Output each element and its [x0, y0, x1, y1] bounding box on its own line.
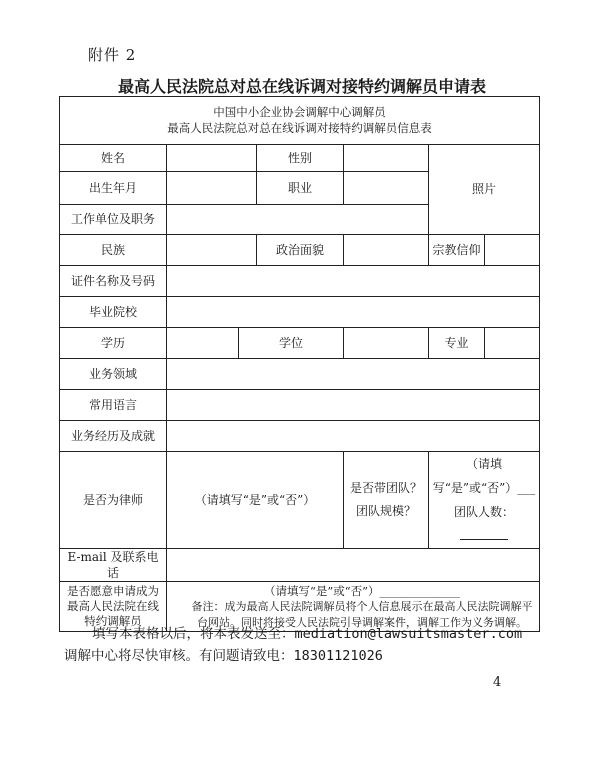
- education-label: 学历: [60, 328, 167, 359]
- name-label: 姓名: [60, 145, 167, 172]
- political-label: 政治面貌: [257, 235, 344, 266]
- language-label: 常用语言: [60, 390, 167, 421]
- political-field[interactable]: [344, 235, 429, 266]
- gender-field[interactable]: [344, 145, 429, 172]
- business-field-label: 业务领域: [60, 359, 167, 390]
- footer-line-1: 填写本表格以后，将本表发送至：mediation@lawsuitsmaster.com: [92, 626, 523, 642]
- major-field[interactable]: [485, 328, 540, 359]
- occupation-field[interactable]: [344, 172, 429, 205]
- degree-field[interactable]: [344, 328, 429, 359]
- team-field[interactable]: [429, 452, 540, 549]
- ethnicity-label: 民族: [60, 235, 167, 266]
- header-line-1: 中国中小企业协会调解中心调解员: [213, 104, 386, 119]
- team-count-row: [432, 500, 536, 548]
- business-field-field[interactable]: [167, 359, 540, 390]
- experience-label: 业务经历及成就: [60, 421, 167, 452]
- footer-line-2: 调解中心将尽快审核。有问题请致电：18301121026: [64, 648, 383, 664]
- ethnicity-field[interactable]: [167, 235, 257, 266]
- school-label: 毕业院校: [60, 297, 167, 328]
- religion-label: 宗教信仰: [429, 235, 485, 266]
- workplace-field[interactable]: [167, 205, 429, 235]
- experience-field[interactable]: [167, 421, 540, 452]
- lawyer-field[interactable]: （请填写“是”或“否”）: [167, 452, 344, 549]
- major-label: 专业: [429, 328, 485, 359]
- application-form-table: [59, 96, 540, 632]
- willing-hint: （请填写“是”或“否”）______________: [264, 583, 461, 598]
- occupation-label: 职业: [257, 172, 344, 205]
- degree-label: 学位: [239, 328, 344, 359]
- gender-label: 性别: [257, 145, 344, 172]
- remark-text: 备注：成为最高人民法院调解员将个人信息展示在最高人民法院调解平台网站。同时将接受人民法院引导调解案件，调解工作为义务调解。: [191, 600, 533, 630]
- contact-field[interactable]: [167, 549, 540, 582]
- team-hint: （请填写“是”或“否”）___: [432, 457, 536, 495]
- id-document-label: 证件名称及号码: [60, 266, 167, 297]
- religion-field[interactable]: [485, 235, 540, 266]
- language-field[interactable]: [167, 390, 540, 421]
- footer-notes: [64, 623, 522, 667]
- photo-box[interactable]: 照片: [429, 145, 540, 235]
- contact-label: E-mail 及联系电话: [60, 549, 167, 582]
- name-field[interactable]: [167, 145, 257, 172]
- lawyer-label: 是否为律师: [60, 452, 167, 549]
- birth-label: 出生年月: [60, 172, 167, 205]
- attachment-label: 附件 2: [88, 46, 137, 64]
- workplace-label: 工作单位及职务: [60, 205, 167, 235]
- willing-label: 是否愿意申请成为最高人民法院在线特约调解员: [60, 582, 167, 632]
- team-count-label: 团队人数：: [454, 505, 515, 519]
- form-header: [60, 97, 540, 145]
- form-title: 最高人民法院总对总在线诉调对接特约调解员申请表: [117, 77, 486, 96]
- team-label: 是否带团队？团队规模？: [344, 452, 429, 549]
- id-document-field[interactable]: [167, 266, 540, 297]
- birth-field[interactable]: [167, 172, 257, 205]
- team-count-blank[interactable]: [460, 529, 508, 540]
- page-number: 4: [493, 675, 502, 690]
- header-line-2: 最高人民法院总对总在线诉调对接特约调解员信息表: [167, 120, 432, 135]
- school-field[interactable]: [167, 297, 540, 328]
- education-field[interactable]: [167, 328, 239, 359]
